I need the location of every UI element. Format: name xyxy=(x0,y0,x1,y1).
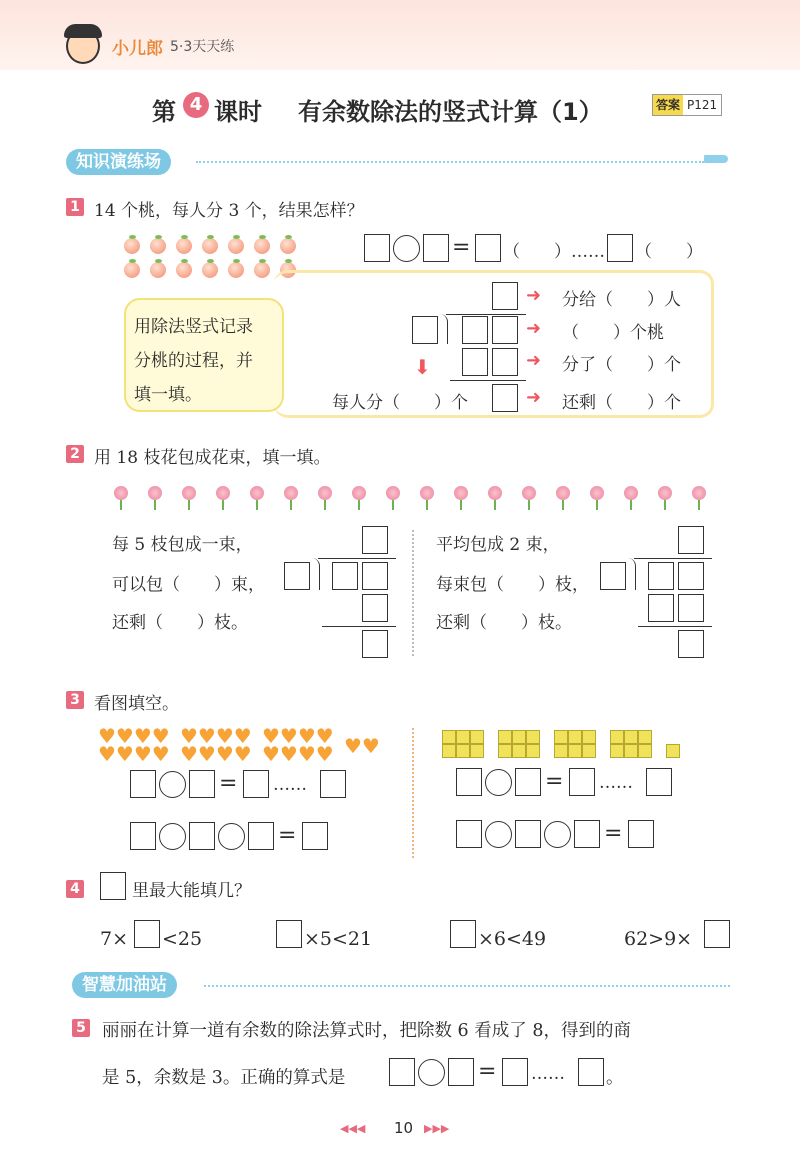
q3-left-e2-operator[interactable] xyxy=(159,823,186,850)
q2-right-remainder[interactable] xyxy=(678,630,704,658)
q3-right-e2-equals: = xyxy=(604,821,623,846)
peach xyxy=(124,238,140,254)
q4-e3-blank[interactable] xyxy=(450,920,476,948)
flower xyxy=(216,486,230,500)
peach xyxy=(176,238,192,254)
q1-label-huan-sheng: 还剩（ ）个 xyxy=(562,393,681,413)
q1-hint-line1: 用除法竖式记录 xyxy=(134,317,253,337)
q2-right-line1: 平均包成 2 束， xyxy=(436,535,560,555)
q3-right-e1-blank[interactable] xyxy=(456,768,482,796)
cube-icon xyxy=(666,744,680,758)
q1-div-divisor[interactable] xyxy=(412,316,438,344)
heart-icon: ♥♥♥♥ xyxy=(262,724,334,748)
flower xyxy=(692,486,706,500)
flower xyxy=(522,486,536,500)
heart-icon: ♥♥♥♥ xyxy=(180,742,252,766)
cube-icon xyxy=(582,730,596,744)
q4-e2-post: ×5<21 xyxy=(304,928,373,950)
flower xyxy=(454,486,468,500)
q2-right-product-tens[interactable] xyxy=(648,594,674,622)
peach xyxy=(228,262,244,278)
title-mid: 课时 xyxy=(214,98,262,126)
q3-right-e2-blank[interactable] xyxy=(574,820,600,848)
q5-number: 5 xyxy=(72,1019,90,1037)
cube-icon xyxy=(638,730,652,744)
section-wisdom: 智慧加油站 xyxy=(72,972,177,998)
cube-icon xyxy=(554,730,568,744)
heart-icon: ♥♥♥♥ xyxy=(98,724,170,748)
q1-equation-tail: （ ）…… xyxy=(503,242,605,262)
q1-label-mei-ren: 每人分（ ）个 xyxy=(332,393,468,413)
q2-left-product-ones[interactable] xyxy=(362,594,388,622)
q1-label-fen-gei: 分给（ ）人 xyxy=(562,290,681,310)
q5-blank-quotient[interactable] xyxy=(502,1058,528,1086)
answer-label: 答案 xyxy=(653,95,683,115)
q2-left-bracket xyxy=(312,558,320,590)
q2-right-bracket xyxy=(628,558,636,590)
q3-left-e2-operator[interactable] xyxy=(218,823,245,850)
mascot-hair xyxy=(64,24,102,38)
q2-left-line1: 每 5 枝包成一束， xyxy=(112,535,253,555)
q3-right-e1-blank[interactable] xyxy=(515,768,541,796)
cube-icon xyxy=(554,744,568,758)
q1-div-dividend-ones[interactable] xyxy=(492,316,518,344)
answer-page: P121 xyxy=(687,98,718,112)
cube-icon xyxy=(568,730,582,744)
flower xyxy=(250,486,264,500)
series-name: 5·3天天练 xyxy=(170,39,235,55)
cube-icon xyxy=(442,730,456,744)
q2-left-quotient[interactable] xyxy=(362,526,388,554)
cube-icon xyxy=(512,744,526,758)
q1-arrow-icon: ➜ xyxy=(526,318,542,339)
q4-number: 4 xyxy=(66,880,84,898)
q1-label-fen-le: 分了（ ）个 xyxy=(562,355,681,375)
cube-icon xyxy=(610,744,624,758)
flower xyxy=(318,486,332,500)
flower xyxy=(556,486,570,500)
q3-left-e1-blank[interactable] xyxy=(189,770,215,798)
heart-icon: ♥♥♥♥ xyxy=(98,742,170,766)
q3-right-e2-operator[interactable] xyxy=(485,821,512,848)
page-number: 10 xyxy=(394,1119,414,1137)
q3-divider xyxy=(412,728,414,858)
cube-icon xyxy=(456,744,470,758)
q2-right-product-ones[interactable] xyxy=(678,594,704,622)
q2-left-dividend-ones[interactable] xyxy=(362,562,388,590)
q2-left-line3: 还剩（ ）枝。 xyxy=(112,613,248,633)
flower xyxy=(284,486,298,500)
cube-icon xyxy=(456,730,470,744)
q1-div-subtract-line xyxy=(450,380,526,381)
cube-icon xyxy=(582,744,596,758)
cube-icon xyxy=(526,744,540,758)
q3-left-e1-blank[interactable] xyxy=(243,770,269,798)
q3-right-e2-blank[interactable] xyxy=(515,820,541,848)
peach xyxy=(228,238,244,254)
q3-right-e1-ellipsis: …… xyxy=(599,773,633,793)
flower xyxy=(488,486,502,500)
q3-right-e2-operator[interactable] xyxy=(544,821,571,848)
q1-equals: = xyxy=(452,235,471,260)
q3-right-e1-equals: = xyxy=(545,769,564,794)
q1-blank-divisor[interactable] xyxy=(423,234,449,262)
q2-left-bar xyxy=(318,558,396,559)
q3-right-e1-operator[interactable] xyxy=(485,769,512,796)
q4-e1-blank[interactable] xyxy=(134,920,160,948)
q1-div-product-ones[interactable] xyxy=(492,348,518,376)
cube-icon xyxy=(512,730,526,744)
q3-right-e2-blank[interactable] xyxy=(628,820,654,848)
q5-ellipsis: …… xyxy=(531,1064,565,1084)
q3-right-e1-blank[interactable] xyxy=(646,768,672,796)
footer-right-arrows: ▶▶▶ xyxy=(424,1122,450,1135)
q2-right-divisor[interactable] xyxy=(600,562,626,590)
cube-icon xyxy=(470,730,484,744)
q3-left-e1-blank[interactable] xyxy=(130,770,156,798)
q3-left-e1-equals: = xyxy=(219,771,238,796)
q1-blank-quotient[interactable] xyxy=(475,234,501,262)
q2-divider xyxy=(412,530,414,656)
q1-hint-line3: 填一填。 xyxy=(134,385,202,405)
lesson-number-badge: 4 xyxy=(183,92,209,118)
q5-line1: 丽丽在计算一道有余数的除法算式时，把除数 6 看成了 8，得到的商 xyxy=(102,1021,631,1041)
cube-icon xyxy=(442,744,456,758)
q4-question: 里最大能填几？ xyxy=(132,881,251,901)
q1-div-remainder[interactable] xyxy=(492,384,518,412)
cube-icon xyxy=(470,744,484,758)
q3-left-e2-blank[interactable] xyxy=(130,822,156,850)
q1-blank-remainder[interactable] xyxy=(607,234,633,262)
q3-question: 看图填空。 xyxy=(94,694,179,714)
q3-left-e1-operator[interactable] xyxy=(159,771,186,798)
peach xyxy=(280,238,296,254)
q4-e3-post: ×6<49 xyxy=(478,928,547,950)
footer-left-arrows: ◀◀◀ xyxy=(340,1122,366,1135)
peach xyxy=(150,262,166,278)
q5-blank-dividend[interactable] xyxy=(389,1058,415,1086)
cube-icon xyxy=(624,730,638,744)
flower xyxy=(182,486,196,500)
q1-hint-line2: 分桃的过程，并 xyxy=(134,351,253,371)
q1-arrow-icon: ➜ xyxy=(526,387,542,408)
q2-right-quotient[interactable] xyxy=(678,526,704,554)
cube-icon xyxy=(624,744,638,758)
flower xyxy=(352,486,366,500)
flower xyxy=(590,486,604,500)
pencil-icon xyxy=(704,155,728,163)
q3-left-e1-blank[interactable] xyxy=(320,770,346,798)
q2-right-subtract-line xyxy=(638,626,712,627)
flower xyxy=(624,486,638,500)
cube-icon xyxy=(526,730,540,744)
q4-e4-blank[interactable] xyxy=(704,920,730,948)
q3-right-e1-blank[interactable] xyxy=(569,768,595,796)
q1-number: 1 xyxy=(66,198,84,216)
q3-left-e2-blank[interactable] xyxy=(189,822,215,850)
peach xyxy=(150,238,166,254)
q3-right-e2-blank[interactable] xyxy=(456,820,482,848)
heart-icon: ♥♥ xyxy=(344,734,380,758)
cube-icon xyxy=(498,730,512,744)
q2-number: 2 xyxy=(66,445,84,463)
section-practice: 知识演练场 xyxy=(66,149,171,175)
q4-example-box xyxy=(100,872,126,900)
q2-left-remainder[interactable] xyxy=(362,630,388,658)
q1-div-bracket xyxy=(440,314,448,344)
cube-icon xyxy=(568,744,582,758)
page-title: 有余数除法的竖式计算（1） xyxy=(298,98,603,126)
q2-right-dividend-ones[interactable] xyxy=(678,562,704,590)
q1-div-quotient[interactable] xyxy=(492,282,518,310)
q3-left-e2-blank[interactable] xyxy=(302,822,328,850)
heart-icon: ♥♥♥♥ xyxy=(262,742,334,766)
q5-blank-remainder[interactable] xyxy=(578,1058,604,1086)
heart-icon: ♥♥♥♥ xyxy=(180,724,252,748)
peach xyxy=(202,238,218,254)
q4-e4-pre: 62>9× xyxy=(624,928,693,950)
q3-left-e1-ellipsis: …… xyxy=(273,775,307,795)
q5-equals: = xyxy=(478,1059,497,1084)
peach xyxy=(254,238,270,254)
peach xyxy=(254,262,270,278)
q2-right-dividend-tens[interactable] xyxy=(648,562,674,590)
cube-icon xyxy=(610,730,624,744)
q1-blank-operator[interactable] xyxy=(393,235,420,262)
q1-label-ge-tao: （ ）个桃 xyxy=(562,323,664,343)
cube-icon xyxy=(498,744,512,758)
q3-number: 3 xyxy=(66,691,84,709)
q1-blank-dividend[interactable] xyxy=(364,234,390,262)
q2-question: 用 18 枝花包成花束，填一填。 xyxy=(94,448,331,468)
q4-e1-post: <25 xyxy=(162,928,203,950)
peach xyxy=(124,262,140,278)
q1-down-arrow-icon: ⬇ xyxy=(414,355,431,379)
peach xyxy=(202,262,218,278)
flower xyxy=(658,486,672,500)
flower xyxy=(148,486,162,500)
answer-badge xyxy=(652,94,722,116)
flower xyxy=(420,486,434,500)
flower xyxy=(386,486,400,500)
q2-right-bar xyxy=(634,558,712,559)
q1-div-dividend-tens[interactable] xyxy=(462,316,488,344)
flower xyxy=(114,486,128,500)
q2-left-subtract-line xyxy=(322,626,396,627)
q1-question: 14 个桃，每人分 3 个，结果怎样？ xyxy=(94,201,364,221)
q1-arrow-icon: ➜ xyxy=(526,350,542,371)
q3-left-e2-blank[interactable] xyxy=(248,822,274,850)
section-practice-divider xyxy=(196,161,704,163)
q5-blank-operator[interactable] xyxy=(418,1059,445,1086)
q2-left-divisor[interactable] xyxy=(284,562,310,590)
q5-blank-divisor[interactable] xyxy=(448,1058,474,1086)
peach xyxy=(176,262,192,278)
q1-div-bar xyxy=(446,314,526,315)
q2-right-line3: 还剩（ ）枝。 xyxy=(436,613,572,633)
q5-line2-pre: 是 5，余数是 3。正确的算式是 xyxy=(102,1068,346,1088)
q2-left-dividend-tens[interactable] xyxy=(332,562,358,590)
cube-icon xyxy=(638,744,652,758)
title-pre: 第 xyxy=(152,98,176,126)
q2-right-line2: 每束包（ ）枝， xyxy=(436,575,589,595)
q3-left-e2-equals: = xyxy=(278,823,297,848)
q1-div-product-tens[interactable] xyxy=(462,348,488,376)
q5-line2-end: 。 xyxy=(606,1068,624,1088)
q2-left-line2: 可以包（ ）束， xyxy=(112,575,265,595)
q4-e2-blank[interactable] xyxy=(276,920,302,948)
section-wisdom-divider xyxy=(204,985,730,987)
q1-bracket: （ ） xyxy=(635,242,703,262)
brand-name: 小儿郎 xyxy=(112,39,163,59)
q1-arrow-icon: ➜ xyxy=(526,285,542,306)
q4-e1-pre: 7× xyxy=(100,928,129,950)
